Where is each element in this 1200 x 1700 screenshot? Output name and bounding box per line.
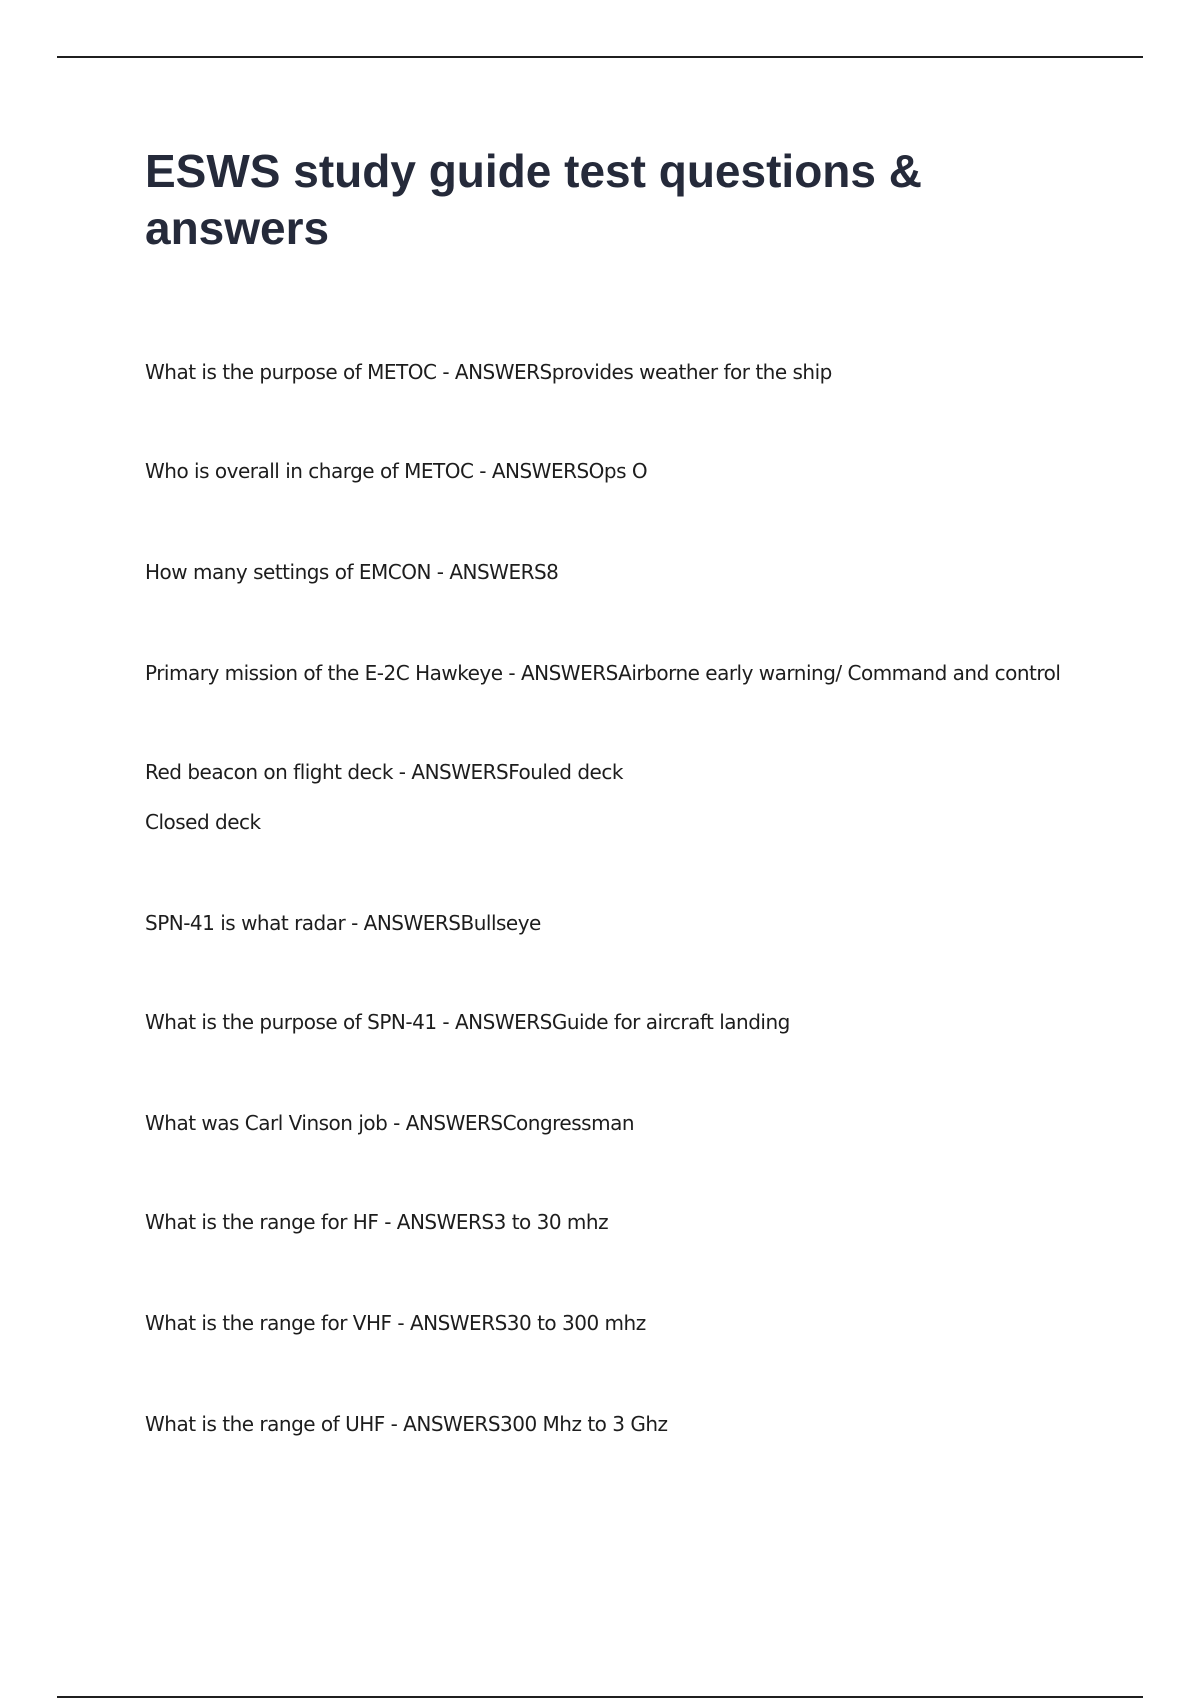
qa-text: What is the range for HF - ANSWERS3 to 30 mhz — [145, 1210, 609, 1234]
qa-text: Primary mission of the E-2C Hawkeye - ANSWERSAirborne early warning/ Command and control — [145, 661, 1061, 685]
qa-item — [145, 910, 1145, 936]
qa-text: How many settings of EMCON - ANSWERS8 — [145, 560, 559, 584]
qa-item — [145, 559, 1145, 585]
qa-text: Who is overall in charge of METOC - ANSWERSOps O — [145, 459, 648, 483]
top-rule — [57, 56, 1143, 58]
qa-item — [145, 1110, 1145, 1136]
qa-text: What is the purpose of SPN-41 - ANSWERSGuide for aircraft landing — [145, 1010, 790, 1034]
qa-item — [145, 1209, 1145, 1235]
qa-item — [145, 660, 1145, 686]
qa-item — [145, 1009, 1145, 1035]
qa-text: What is the purpose of METOC - ANSWERSprovides weather for the ship — [145, 360, 832, 384]
qa-text: What is the range for VHF - ANSWERS30 to 300 mhz — [145, 1311, 646, 1335]
qa-text: SPN-41 is what radar - ANSWERSBullseye — [145, 911, 541, 935]
qa-text: What was Carl Vinson job - ANSWERSCongressman — [145, 1111, 634, 1135]
qa-text-continued: Closed deck — [145, 810, 261, 834]
qa-item — [145, 1411, 1145, 1437]
page-title: ESWS study guide test questions & answers — [145, 145, 922, 254]
qa-item — [145, 458, 1145, 484]
qa-text: What is the range of UHF - ANSWERS300 Mhz to 3 Ghz — [145, 1412, 668, 1436]
bottom-rule — [57, 1696, 1143, 1698]
qa-item — [145, 1310, 1145, 1336]
qa-text: Red beacon on flight deck - ANSWERSFouled deck — [145, 760, 623, 784]
qa-item — [145, 759, 1145, 835]
qa-item — [145, 359, 1145, 385]
